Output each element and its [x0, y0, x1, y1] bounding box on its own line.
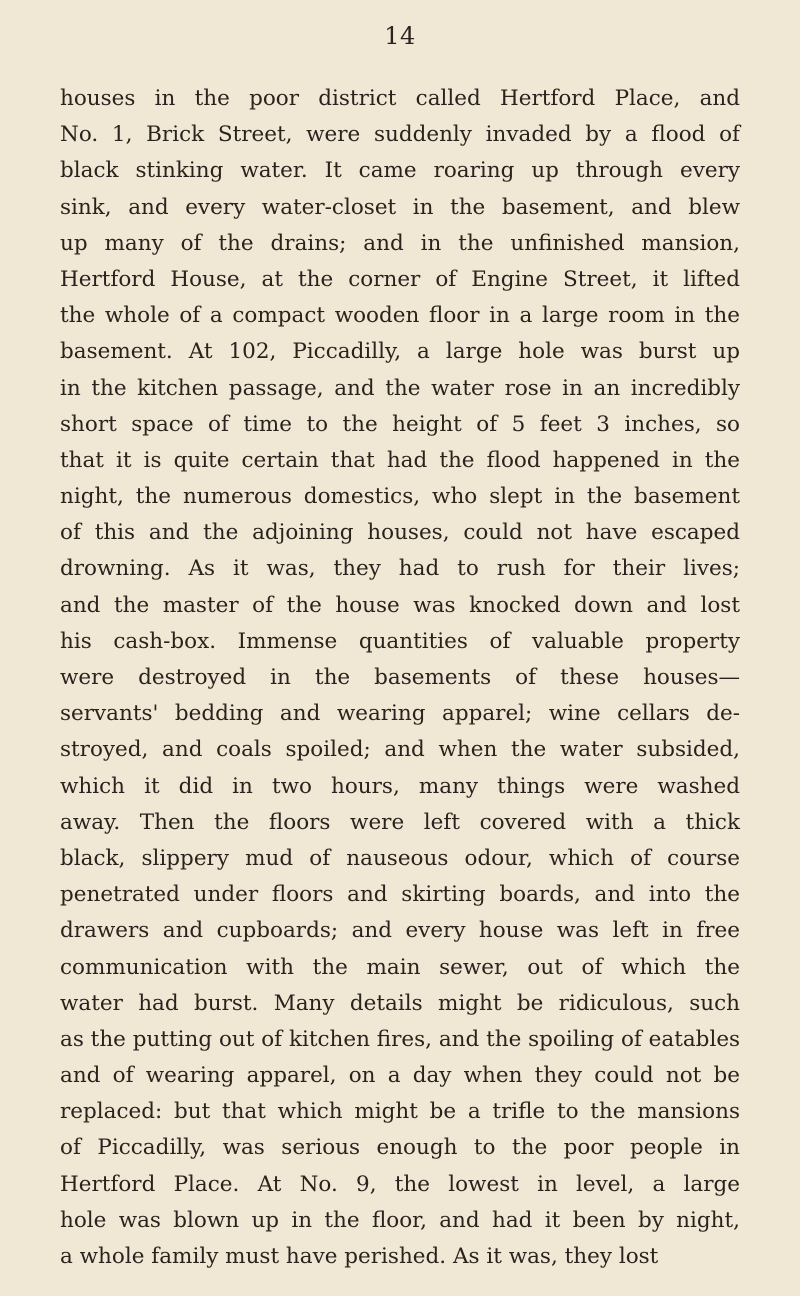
text-line: as the putting out of kitchen fires, and the spoiling of eatables	[60, 1026, 741, 1052]
text-line: replaced: but that which might be a trifle to the mansions	[60, 1099, 740, 1125]
text-line: in the kitchen passage, and the water rose in an incredibly	[60, 375, 740, 401]
text-line: Hertford Place. At No. 9, the lowest in level, a large	[60, 1171, 740, 1197]
page-number: 14	[384, 22, 416, 50]
text-line: were destroyed in the basements of these houses—	[60, 665, 740, 690]
text-line: houses in the poor district called Hertford Place, and	[60, 86, 740, 111]
text-line: night, the numerous domestics, who slept in the basement	[60, 484, 740, 510]
text-line: black stinking water. It came roaring up through every	[60, 158, 740, 184]
text-line: penetrated under floors and skirting boards, and into the	[60, 882, 740, 908]
text-line: which it did in two hours, many things were washed	[60, 773, 740, 799]
text-line: the whole of a compact wooden floor in a large room in the	[60, 303, 740, 329]
text-line: basement. At 102, Piccadilly, a large hole was burst up	[60, 339, 740, 365]
text-line: black, slippery mud of nauseous odour, which of course	[60, 845, 740, 871]
text-line: of this and the adjoining houses, could not have escaped	[60, 520, 740, 546]
text-line: drowning. As it was, they had to rush for their lives;	[60, 556, 740, 582]
text-line: water had burst. Many details might be ridiculous, such	[60, 990, 740, 1016]
text-line: servants' bedding and wearing apparel; wine cellars de-	[60, 701, 740, 727]
text-line: that it is quite certain that had the flood happened in the	[60, 447, 740, 473]
text-line: and the master of the house was knocked down and lost	[60, 592, 740, 618]
text-line: Hertford House, at the corner of Engine Street, it lifted	[60, 266, 740, 292]
text-line: up many of the drains; and in the unfinished mansion,	[60, 230, 740, 256]
text-line: hole was blown up in the floor, and had it been by night,	[60, 1207, 740, 1233]
text-line: away. Then the floors were left covered with a thick	[60, 809, 740, 835]
text-line: of Piccadilly, was serious enough to the poor people in	[60, 1135, 740, 1161]
text-line: his cash-box. Immense quantities of valuable property	[60, 628, 740, 654]
text-line: short space of time to the height of 5 feet 3 inches, so	[60, 411, 740, 437]
body-text	[60, 81, 740, 1275]
text-line: stroyed, and coals spoiled; and when the water subsided,	[60, 737, 740, 763]
text-line: communication with the main sewer, out of which the	[60, 954, 740, 980]
text-line: and of wearing apparel, on a day when they could not be	[60, 1063, 740, 1089]
text-line: a whole family must have perished. As it was, they lost	[60, 1244, 659, 1269]
text-line: drawers and cupboards; and every house was left in free	[60, 918, 740, 944]
text-line: No. 1, Brick Street, were suddenly invaded by a flood of	[60, 122, 740, 148]
text-line: sink, and every water-closet in the basement, and blew	[60, 194, 740, 220]
